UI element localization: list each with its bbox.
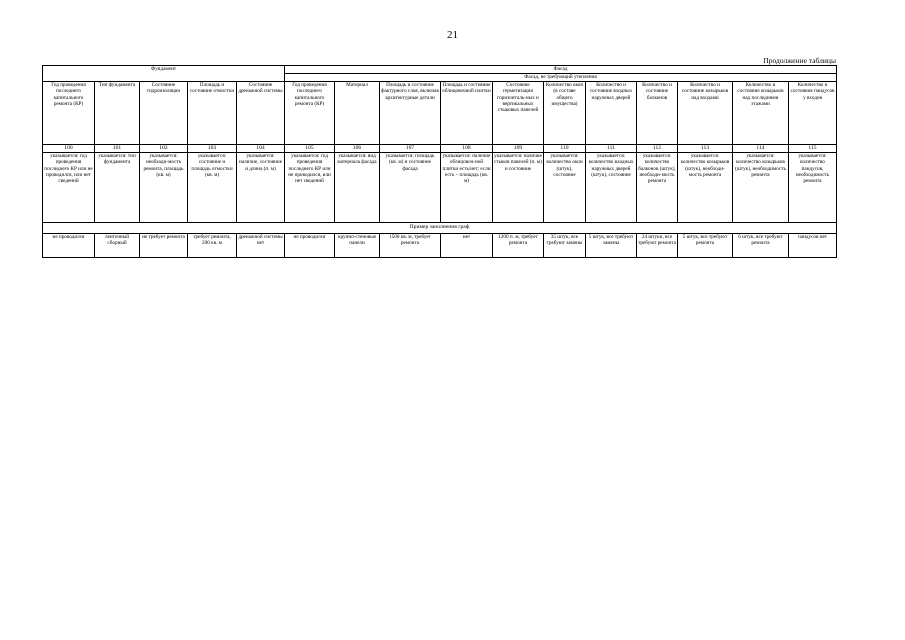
group-header-foundation: Фундамент [43,66,285,82]
column-header: Площадь и состояние фактурного слоя, включая архитектурные детали [380,82,441,145]
column-number: 105 [285,145,335,153]
column-number: 111 [586,145,637,153]
example-cell: 1200 п. м, требует ремонта [493,234,544,258]
column-number: 109 [493,145,544,153]
table-continued-label: Продолжение таблицы [763,56,836,65]
example-cell: ленточный сборный [95,234,140,258]
example-cell: дренажной системы нет [237,234,285,258]
column-description: указывается: наличие, состояние и длина (п. м) [237,153,285,223]
example-cell: не проводился [43,234,95,258]
column-header: Состояние дренажной системы [237,82,285,145]
column-description: указывается: количество окон (штук), состояние [544,153,586,223]
column-description: указывается: год проведения последнего КР или не проводился, или нет сведений [285,153,335,223]
column-header: Год проведения последнего капитального ремонта (КР) [285,82,335,145]
example-cell: не требует ремонта [140,234,188,258]
column-number: 103 [188,145,237,153]
column-number: 110 [544,145,586,153]
column-description: указывается: наличие облицовоч-ной плитки есть/нет; если есть – площадь (кв. м) [441,153,493,223]
column-description: указывается: год проведения последнего КР или не проводился, или нет сведений [43,153,95,223]
column-description: указывается: количество входных наружных дверей (штук), состояние [586,153,637,223]
group-header-facade-sub: Фасад, не требующий утепления [285,74,837,82]
column-description: указывается: количество козырьков (штук), необходи-мость ремонта [678,153,733,223]
column-header: Материал [335,82,380,145]
column-description: указывается: количество пандусов, необходимость ремонта [789,153,837,223]
column-header: Состояние гидроизоляции [140,82,188,145]
column-description: указывается: вид материала фасада [335,153,380,223]
column-number: 102 [140,145,188,153]
column-description: указывается: наличие стыков панелей (п. м) и состояние [493,153,544,223]
column-number: 100 [43,145,95,153]
column-header: Год проведения последнего капитального ремонта (КР) [43,82,95,145]
column-description: указывается: площадь (кв. м) и состояние фасада [380,153,441,223]
column-description: указывается: тип фундамента [95,153,140,223]
column-number: 108 [441,145,493,153]
column-number: 107 [380,145,441,153]
example-cell: 5 штук, все требуют замены [586,234,637,258]
column-number: 106 [335,145,380,153]
column-number: 112 [637,145,678,153]
example-cell: 6 штук, все требуют ремонта [733,234,789,258]
example-cell: 5 штук, все требуют ремонта [678,234,733,258]
column-header: Площадь и состояние отмостки [188,82,237,145]
column-header: Количество и состояние входных наружных дверей [586,82,637,145]
column-header: Количество и состояние пандусов у входов [789,82,837,145]
example-cell: нет [441,234,493,258]
group-header-facade: Фасад [285,66,837,74]
column-number: 115 [789,145,837,153]
example-cell: не проводился [285,234,335,258]
column-number: 101 [95,145,140,153]
data-table [42,65,837,258]
column-description: указывается: количество козырьков (штук), необходимость ремонта [733,153,789,223]
column-header: Количество и состояние козырьков над входами [678,82,733,145]
column-header: Количество и состояние балконов [637,82,678,145]
column-header: Состояние герметизации горизонталь-ных и вертикальных стыковых панелей [493,82,544,145]
column-description: указывается: необходи-мость ремонта, площадь (кв. м) [140,153,188,223]
column-header: Количество и состояние козырьков над последними этажами [733,82,789,145]
column-number: 104 [237,145,285,153]
example-cell: крупно-стеновые панели [335,234,380,258]
column-number: 113 [678,145,733,153]
column-header: Тип фундамента [95,82,140,145]
column-number: 114 [733,145,789,153]
column-header: Площадь и состояние облицовочной плитки [441,82,493,145]
page-number: 21 [447,29,458,41]
example-cell: 24 штуки, все требуют ремонта [637,234,678,258]
column-description: указывается: количество балконов (штук), необходи-мость ремонта [637,153,678,223]
column-header: Количество окон (в составе общего имущества) [544,82,586,145]
example-cell: пандусов нет [789,234,837,258]
column-description: указывается: состояние и площадь отмостки (кв. м) [188,153,237,223]
example-section-title: Пример заполнения граф [43,223,837,234]
example-cell: требует ремонта, 200 кв. м [188,234,237,258]
example-cell: 1500 кв. м, требует ремонта [380,234,441,258]
example-cell: 35 штук, все требуют замены [544,234,586,258]
